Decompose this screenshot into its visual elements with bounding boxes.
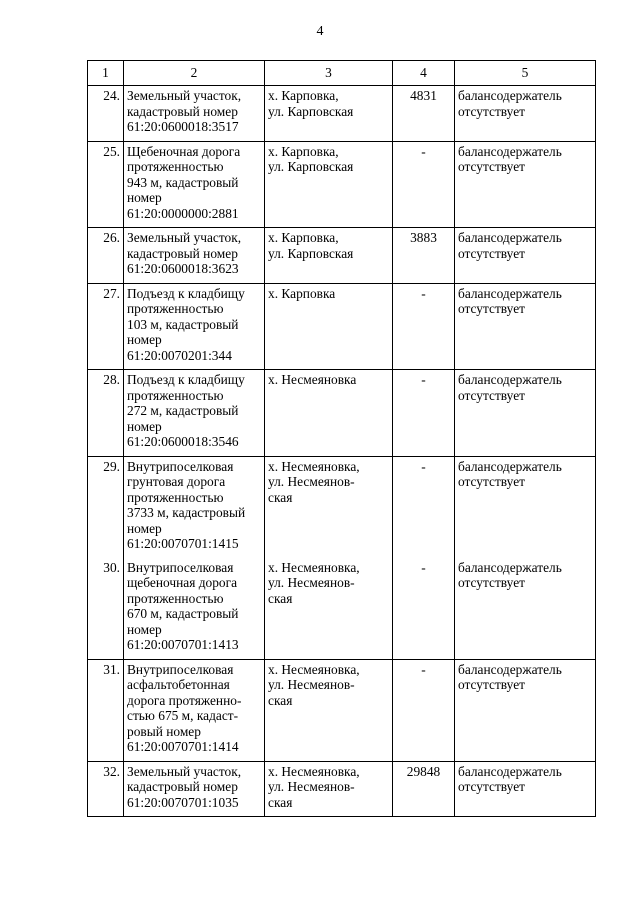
address-line: х. Несмеяновка,	[268, 661, 360, 677]
balance-holder-cell	[455, 141, 596, 228]
address-cell	[265, 456, 393, 558]
description-line: 61:20:0070701:1413	[127, 637, 239, 652]
area-cell: -	[393, 141, 455, 228]
address-cell	[265, 558, 393, 660]
balance-holder-cell	[455, 228, 596, 284]
description-line: ровый номер	[127, 723, 201, 739]
description-line: 61:20:0070701:1415	[127, 536, 239, 551]
header-col-3: 3	[265, 61, 393, 86]
object-description-cell	[124, 86, 265, 142]
holder-line: отсутствует	[458, 575, 525, 590]
holder-line: отсутствует	[458, 103, 525, 119]
description-line: грунтовая дорога	[127, 474, 226, 489]
description-line: 670 м, кадастровый	[127, 606, 239, 621]
balance-holder-cell	[455, 86, 596, 142]
table-row	[88, 558, 596, 660]
object-description-cell	[124, 558, 265, 660]
address-line: ул. Несмеянов-	[268, 474, 355, 489]
address-line: ул. Несмеянов-	[268, 779, 355, 794]
description-line: Внутрипоселковая	[127, 661, 234, 677]
description-line: 61:20:0600018:3546	[127, 434, 239, 449]
address-cell	[265, 86, 393, 142]
object-description-cell	[124, 370, 265, 457]
holder-line: отсутствует	[458, 159, 525, 174]
holder-line: балансодержатель	[458, 230, 562, 245]
description-line: кадастровый номер	[127, 779, 238, 794]
description-line: 61:20:0070701:1414	[127, 739, 239, 754]
description-line: кадастровый номер	[127, 103, 238, 119]
description-line: протяженностью	[127, 590, 224, 606]
object-description-cell	[124, 659, 265, 761]
address-cell	[265, 228, 393, 284]
address-cell	[265, 761, 393, 817]
area-cell: 4831	[393, 86, 455, 142]
description-line: 943 м, кадастровый	[127, 174, 239, 190]
table-row	[88, 228, 596, 284]
description-line: 103 м, кадастровый	[127, 316, 239, 332]
address-line: ул. Несмеянов-	[268, 575, 355, 590]
address-line: ул. Карповская	[268, 103, 354, 119]
row-number-cell: 31.	[88, 659, 124, 761]
property-register-table	[87, 60, 596, 817]
table-row	[88, 761, 596, 817]
address-line: х. Несмеяновка,	[268, 763, 360, 779]
description-line: Земельный участок,	[127, 88, 242, 103]
object-description-cell	[124, 228, 265, 284]
holder-line: балансодержатель	[458, 763, 562, 779]
object-description-cell	[124, 141, 265, 228]
description-line: 61:20:0600018:3517	[127, 119, 239, 134]
description-line: стью 675 м, кадаст-	[127, 708, 239, 723]
register-body	[88, 86, 596, 817]
description-line: протяженностью	[127, 387, 224, 403]
description-line: Внутрипоселковая	[127, 458, 234, 474]
address-line: ская	[268, 590, 293, 606]
holder-line: балансодержатель	[458, 559, 562, 575]
row-number-cell: 30.	[88, 558, 124, 660]
description-line: дорога протяженно-	[127, 692, 242, 708]
description-line: Щебеночная дорога	[127, 143, 241, 159]
row-number-cell: 25.	[88, 141, 124, 228]
header-col-4: 4	[393, 61, 455, 86]
address-line: ская	[268, 794, 293, 810]
area-cell: 29848	[393, 761, 455, 817]
area-cell: -	[393, 558, 455, 660]
holder-line: балансодержатель	[458, 458, 562, 474]
description-line: 3733 м, кадастровый	[127, 505, 246, 520]
address-line: х. Несмеяновка,	[268, 559, 360, 575]
address-line: х. Несмеяновка	[268, 372, 357, 387]
address-cell	[265, 370, 393, 457]
description-line: щебеночная дорога	[127, 575, 238, 590]
address-line: х. Карповка	[268, 285, 336, 301]
row-number-cell: 28.	[88, 370, 124, 457]
row-number-cell: 32.	[88, 761, 124, 817]
object-description-cell	[124, 283, 265, 370]
address-line: х. Карповка,	[268, 88, 339, 103]
header-col-5: 5	[455, 61, 596, 86]
object-description-cell	[124, 761, 265, 817]
holder-line: балансодержатель	[458, 143, 562, 159]
description-line: протяженностью	[127, 489, 224, 505]
address-line: х. Карповка,	[268, 230, 339, 245]
area-cell: 3883	[393, 228, 455, 284]
table-row	[88, 283, 596, 370]
row-number-cell: 26.	[88, 228, 124, 284]
holder-line: отсутствует	[458, 677, 525, 692]
address-line: ская	[268, 489, 293, 505]
balance-holder-cell	[455, 456, 596, 558]
description-line: 61:20:0600018:3623	[127, 261, 239, 276]
balance-holder-cell	[455, 558, 596, 660]
holder-line: отсутствует	[458, 474, 525, 489]
address-cell	[265, 659, 393, 761]
balance-holder-cell	[455, 283, 596, 370]
description-line: номер	[127, 332, 162, 347]
row-number-cell: 24.	[88, 86, 124, 142]
area-cell: -	[393, 370, 455, 457]
description-line: номер	[127, 520, 162, 536]
description-line: 61:20:0000000:2881	[127, 205, 239, 221]
description-line: асфальтобетонная	[127, 677, 230, 692]
description-line: номер	[127, 621, 162, 637]
description-line: Земельный участок,	[127, 763, 242, 779]
description-line: Земельный участок,	[127, 230, 242, 245]
holder-line: отсутствует	[458, 245, 525, 261]
page-number: 4	[316, 24, 324, 39]
description-line: Подъезд к кладбищу	[127, 372, 245, 387]
description-line: 272 м, кадастровый	[127, 403, 239, 418]
address-line: ул. Карповская	[268, 245, 354, 261]
holder-line: отсутствует	[458, 301, 525, 316]
holder-line: балансодержатель	[458, 661, 562, 677]
table-row	[88, 86, 596, 142]
row-number-cell: 27.	[88, 283, 124, 370]
balance-holder-cell	[455, 370, 596, 457]
holder-line: отсутствует	[458, 779, 525, 794]
holder-line: отсутствует	[458, 387, 525, 403]
address-cell	[265, 283, 393, 370]
holder-line: балансодержатель	[458, 372, 562, 387]
table-row	[88, 141, 596, 228]
description-line: 61:20:0070201:344	[127, 347, 232, 363]
address-line: ская	[268, 692, 293, 708]
description-line: номер	[127, 418, 162, 434]
balance-holder-cell	[455, 659, 596, 761]
object-description-cell	[124, 456, 265, 558]
table-row	[88, 456, 596, 558]
balance-holder-cell	[455, 761, 596, 817]
description-line: Внутрипоселковая	[127, 559, 234, 575]
holder-line: балансодержатель	[458, 285, 562, 301]
description-line: Подъезд к кладбищу	[127, 285, 245, 301]
row-number-cell: 29.	[88, 456, 124, 558]
area-cell: -	[393, 456, 455, 558]
header-col-2: 2	[124, 61, 265, 86]
address-line: ул. Карповская	[268, 159, 354, 174]
description-line: протяженностью	[127, 159, 224, 174]
header-col-1: 1	[88, 61, 124, 86]
holder-line: балансодержатель	[458, 88, 562, 103]
address-line: х. Несмеяновка,	[268, 458, 360, 474]
address-cell	[265, 141, 393, 228]
description-line: кадастровый номер	[127, 245, 238, 261]
description-line: номер	[127, 190, 162, 205]
area-cell: -	[393, 283, 455, 370]
table-row	[88, 659, 596, 761]
address-line: х. Карповка,	[268, 143, 339, 159]
table-row	[88, 370, 596, 457]
area-cell: -	[393, 659, 455, 761]
header-row	[88, 61, 596, 86]
description-line: 61:20:0070701:1035	[127, 794, 239, 810]
address-line: ул. Несмеянов-	[268, 677, 355, 692]
description-line: протяженностью	[127, 301, 224, 316]
